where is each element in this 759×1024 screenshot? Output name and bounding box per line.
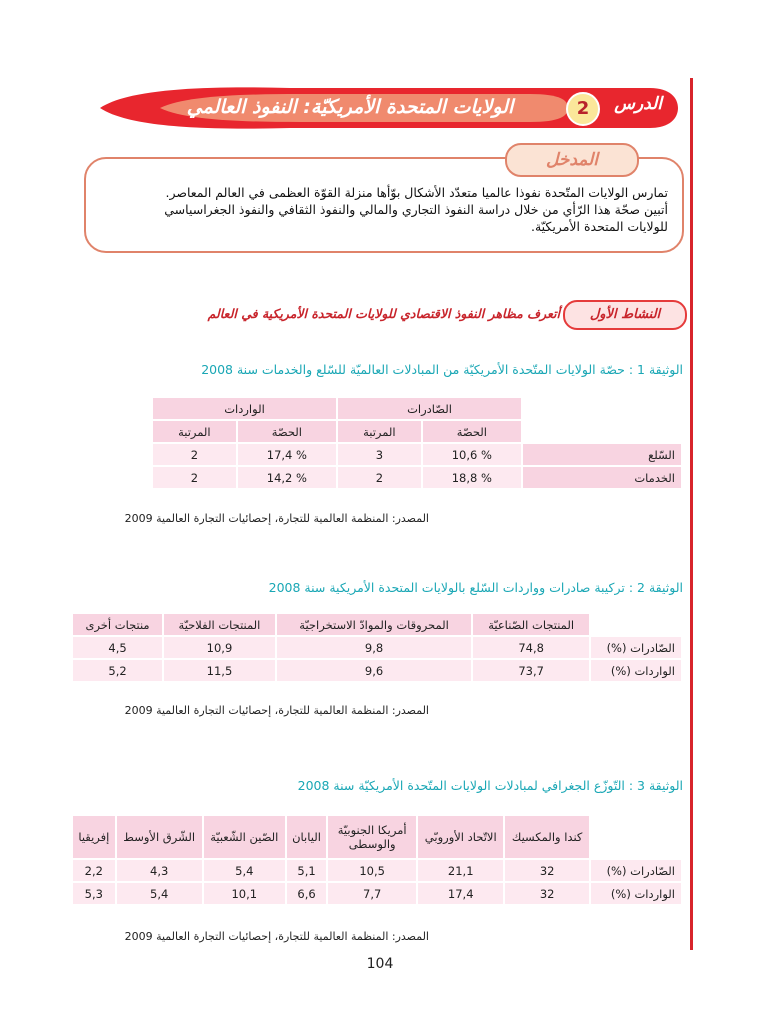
doc3-cell: 5,1 [287,860,326,881]
doc2-source: المصدر: المنظمة العالمية للتجارة، إحصائيات التجارة العالمية 2009 [124,704,429,717]
doc2-cell: 11,5 [164,660,275,681]
lesson-title: الولايات المتحدة الأمريكيّة: النفوذ العالمي [186,96,514,118]
doc3-cell: 6,6 [287,883,326,904]
activity-tab-label: النشاط الأول [589,307,661,322]
doc3-cell: 21,1 [418,860,503,881]
doc1-cell: 2 [153,444,236,465]
doc2-cell: 73,7 [473,660,589,681]
intro-tab-label: المدخل [545,150,599,170]
intro-text [96,184,668,235]
lesson-banner [90,86,680,130]
doc1-group-exports: الصّادرات [338,398,521,419]
intro-line: للولايات المتحدة الأمريكيّة. [530,219,668,234]
doc2-title: الوثيقة 2 : تركيبة صادرات وواردات السّلع بالولايات المتحدة الأمريكية سنة 2008 [268,580,683,595]
doc2-header: منتجات أخرى [73,614,162,635]
doc3-cell: 5,3 [73,883,115,904]
doc1-group-imports: الواردات [153,398,336,419]
doc3-cell: 32 [505,883,589,904]
doc3-cell: 17,4 [418,883,503,904]
margin-rule [690,78,693,950]
doc3-cell: 2,2 [73,860,115,881]
intro-line: تمارس الولايات المتّحدة نفوذا عالميا متعدّد الأشكال بوّأها منزلة القوّة العظمى في العالم المعاصر. [165,185,668,200]
doc3-cell: 4,3 [117,860,202,881]
doc2-header: المنتجات الفلاحيّة [164,614,275,635]
doc3-header: كندا والمكسيك [505,816,589,858]
doc1-cell: % 17,4 [238,444,336,465]
doc3-cell: 10,5 [328,860,416,881]
doc2-row-label: الواردات (%) [591,660,681,681]
doc3-header: الشّرق الأوسط [117,816,202,858]
doc1-title: الوثيقة 1 : حصّة الولايات المتّحدة الأمريكيّة من المبادلات العالميّة للسّلع والخدمات سنة 2008 [201,362,683,377]
doc3-header: الاتّحاد الأوروبّي [418,816,503,858]
page-number: 104 [366,956,394,972]
doc2-cell: 9,8 [277,637,471,658]
activity-tab [563,300,687,330]
doc1-sub-rank: المرتبة [338,421,421,442]
doc1-cell: 3 [338,444,421,465]
doc3-row-label: الواردات (%) [591,883,681,904]
doc1-cell: 2 [153,467,236,488]
doc3-row-label: الصّادرات (%) [591,860,681,881]
doc2-cell: 74,8 [473,637,589,658]
doc3-title: الوثيقة 3 : التّوزّع الجغرافي لمبادلات الولايات المتّحدة الأمريكيّة سنة 2008 [297,778,683,793]
doc1-row-label: السّلع [523,444,681,465]
doc2-cell: 5,2 [73,660,162,681]
doc1-cell: % 18,8 [423,467,521,488]
doc3-cell: 5,4 [204,860,285,881]
doc3-header: اليابان [287,816,326,858]
doc2-row-label: الصّادرات (%) [591,637,681,658]
doc3-table [71,814,683,906]
doc2-header: المنتجات الصّناعيّة [473,614,589,635]
intro-line: أتبين صحّة هذا الرّأي من خلال دراسة النفوذ التجاري والمالي والنفوذ الثقافي والنفوذ الجغراسياسي [164,202,668,217]
doc3-cell: 5,4 [117,883,202,904]
doc1-cell: % 10,6 [423,444,521,465]
doc1-cell: % 14,2 [238,467,336,488]
doc2-cell: 4,5 [73,637,162,658]
doc1-source: المصدر: المنظمة العالمية للتجارة، إحصائيات التجارة العالمية 2009 [124,512,429,525]
doc1-sub-share: الحصّة [423,421,521,442]
intro-tab [505,143,639,177]
doc3-cell: 10,1 [204,883,285,904]
lesson-number-badge: 2 [566,92,600,126]
doc3-source: المصدر: المنظمة العالمية للتجارة، إحصائيات التجارة العالمية 2009 [124,930,429,943]
doc3-header: أمريكا الجنوبيّة والوسطى [328,816,416,858]
doc1-cell: 2 [338,467,421,488]
doc2-cell: 9,6 [277,660,471,681]
doc2-cell: 10,9 [164,637,275,658]
doc1-sub-rank: المرتبة [153,421,236,442]
doc1-sub-share: الحصّة [238,421,336,442]
activity-title: أتعرف مظاهر النفوذ الاقتصادي للولايات المتحدة الأمريكية في العالم [207,306,560,321]
doc2-table [71,612,683,683]
doc3-header: إفريقيا [73,816,115,858]
doc3-header: الصّين الشّعبيّة [204,816,285,858]
doc3-cell: 7,7 [328,883,416,904]
doc3-cell: 32 [505,860,589,881]
doc1-table [151,396,683,490]
lesson-label: الدرس [614,94,662,114]
doc1-row-label: الخدمات [523,467,681,488]
doc2-header: المحروقات والموادّ الاستخراجيّة [277,614,471,635]
